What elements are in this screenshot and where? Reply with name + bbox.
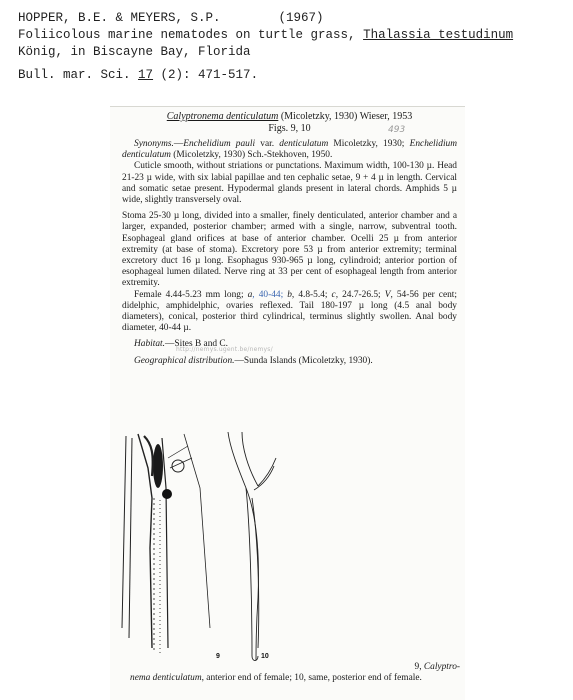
synonyms-paragraph bbox=[122, 139, 457, 161]
figure-9-anterior-end bbox=[122, 434, 210, 653]
figure-reference: Figs. 9, 10 bbox=[268, 123, 311, 134]
synonyms-label: Synonyms. bbox=[134, 139, 174, 149]
figure-caption bbox=[122, 662, 462, 684]
citation-reference bbox=[18, 67, 563, 84]
citation-authors-row bbox=[18, 10, 563, 27]
journal: Bull. mar. Sci. bbox=[18, 68, 139, 82]
year: (1967) bbox=[278, 11, 324, 25]
ratio-a-label: a bbox=[247, 289, 253, 300]
caption-figure-number: 9, bbox=[414, 662, 424, 672]
caption-line-1 bbox=[122, 662, 462, 673]
caption-genus: Calyptro- bbox=[423, 662, 460, 672]
habitat-text: —Sites B and C. bbox=[165, 339, 229, 350]
citation-header bbox=[18, 10, 563, 84]
distribution-label: Geographical distribution. bbox=[134, 355, 235, 366]
synonym-1: Enchelidium pauli bbox=[183, 139, 256, 149]
distribution-paragraph bbox=[122, 356, 457, 367]
distribution-text: —Sunda Islands (Micoletzky, 1930). bbox=[234, 355, 373, 366]
female-length: Female 4.44-5.23 mm long; bbox=[134, 289, 248, 300]
ratio-b: , 4.8-5.4; bbox=[291, 289, 332, 300]
ratio-c-label: c bbox=[331, 289, 336, 300]
figure-10-number: 10 bbox=[261, 653, 269, 660]
citation-title-row bbox=[18, 27, 563, 44]
species-name: Calyptronema denticulatum bbox=[166, 111, 279, 122]
synonym-var-name: denticulatum bbox=[279, 139, 329, 149]
female-details: , 54-56 per cent; didelphic, amphidelphic, ovaries reflexed. Tail 180-197 µ long (4.5 anal body diameters), conical, posterior third cylindrical, terminus slightly swollen. Anal body diameter, 40-44 µ. bbox=[122, 289, 458, 334]
dash: — bbox=[173, 139, 184, 149]
ratio-a: , 40-44; bbox=[252, 289, 288, 300]
pages: (2): 471-517. bbox=[153, 68, 259, 82]
figure-9-number: 9 bbox=[216, 653, 220, 660]
species-description bbox=[122, 111, 457, 367]
watermark: http://nemys.ugent.be/nemys/ bbox=[176, 346, 273, 353]
ratio-c: , 24.7-26.5; bbox=[335, 289, 385, 300]
caption-line-2 bbox=[130, 673, 462, 684]
nematode-illustration bbox=[118, 428, 288, 665]
volume: 17 bbox=[138, 68, 154, 82]
habitat-label: Habitat. bbox=[134, 339, 165, 350]
citation-title-row-2: König, in Biscayne Bay, Florida bbox=[18, 45, 251, 59]
ratio-b-label: b bbox=[287, 289, 292, 300]
caption-species: nema denticulatum bbox=[130, 673, 202, 683]
authors: HOPPER, B.E. & MEYERS, S.P. bbox=[18, 11, 221, 25]
stoma-paragraph: Stoma 25-30 µ long, divided into a smaller, finely denticulated, anterior chamber and a larger, expanded, posterior chamber; armed with a single, narrow, subventral tooth. Esophageal gland orifices at base of anterior chamber. Ocelli 25 µ from anterior extremity (at base of stoma). Excretory pore 53 µ from anterior extremity; terminal excretory duct 16 µ long. Esophagus 930-965 µ long, cylindroid; anterior portion of esophageal lumen dilated. Nerve ring at 33 per cent of esophageal length from anterior extremity. bbox=[122, 211, 457, 289]
synonym-1-authority: Micoletzky, 1930; bbox=[328, 139, 405, 149]
ratio-v-label: V bbox=[384, 289, 391, 300]
synonym-var: var. bbox=[255, 139, 280, 149]
clipping-edge bbox=[110, 106, 465, 107]
synonym-2-authority: (Micoletzky, 1930) Sch.-Stekhoven, 1950. bbox=[170, 150, 333, 161]
species-authority: (Micoletzky, 1930) Wieser, 1953 bbox=[278, 111, 413, 122]
cuticle-paragraph: Cuticle smooth, without striations or punctations. Maximum width, 100-130 µ. Head 21-23 µ wide, with six labial papillae and ten cephalic setae, 9 + 4 µ in length. Cervical and somatic setae present. Hypodermal glands present in lateral chords. Amphids 5 µ wide, slightly transversely oval. bbox=[122, 161, 457, 206]
caption-description: , anterior end of female; 10, same, posterior end of female. bbox=[201, 673, 422, 683]
handwritten-number: 493 bbox=[388, 125, 406, 135]
title-species: Thalassia testudinum bbox=[363, 28, 514, 42]
habitat-paragraph bbox=[122, 339, 457, 350]
figure-10-posterior-end bbox=[228, 432, 276, 661]
synonym-2: Enchelidium denticulatum bbox=[122, 139, 458, 161]
female-paragraph bbox=[122, 290, 457, 335]
title-text: Foliicolous marine nematodes on turtle grass, bbox=[18, 28, 364, 42]
